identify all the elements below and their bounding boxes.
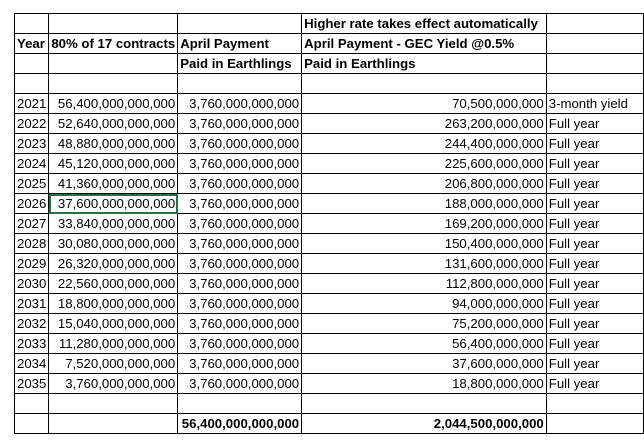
- year-cell[interactable]: 2026: [15, 194, 49, 214]
- contracts-cell[interactable]: 41,360,000,000,000: [49, 174, 178, 194]
- yield-cell[interactable]: 37,600,000,000: [302, 354, 547, 374]
- year-header[interactable]: Year: [15, 34, 49, 54]
- contracts-cell[interactable]: 18,800,000,000,000: [49, 294, 178, 314]
- payment-unit-header[interactable]: Paid in Earthlings: [178, 54, 302, 74]
- year-cell[interactable]: 2030: [15, 274, 49, 294]
- note-cell[interactable]: Full year: [546, 254, 643, 274]
- payment-cell[interactable]: 3,760,000,000,000: [178, 334, 302, 354]
- yield-cell[interactable]: 169,200,000,000: [302, 214, 547, 234]
- yield-header[interactable]: April Payment - GEC Yield @0.5%: [302, 34, 547, 54]
- cell[interactable]: [49, 414, 178, 434]
- cell[interactable]: [546, 414, 643, 434]
- contracts-cell[interactable]: 33,840,000,000,000: [49, 214, 178, 234]
- contracts-cell[interactable]: 45,120,000,000,000: [49, 154, 178, 174]
- yield-cell[interactable]: 263,200,000,000: [302, 114, 547, 134]
- contracts-cell[interactable]: 48,880,000,000,000: [49, 134, 178, 154]
- yield-cell[interactable]: 225,600,000,000: [302, 154, 547, 174]
- table-row: [15, 174, 644, 194]
- note-cell[interactable]: Full year: [546, 374, 643, 394]
- note-cell[interactable]: Full year: [546, 314, 643, 334]
- note-cell[interactable]: Full year: [546, 214, 643, 234]
- yield-cell[interactable]: 131,600,000,000: [302, 254, 547, 274]
- yield-cell[interactable]: 188,000,000,000: [302, 194, 547, 214]
- year-cell[interactable]: 2032: [15, 314, 49, 334]
- blank-row: [15, 394, 644, 414]
- contracts-cell[interactable]: 26,320,000,000,000: [49, 254, 178, 274]
- note-cell[interactable]: Full year: [546, 194, 643, 214]
- cell[interactable]: [49, 394, 178, 414]
- yield-cell[interactable]: 206,800,000,000: [302, 174, 547, 194]
- cell[interactable]: [178, 74, 302, 94]
- totals-row: [15, 414, 644, 434]
- note-cell[interactable]: Full year: [546, 334, 643, 354]
- table-row: [15, 214, 644, 234]
- total-yield[interactable]: 2,044,500,000,000: [302, 414, 547, 434]
- payment-cell[interactable]: 3,760,000,000,000: [178, 134, 302, 154]
- payment-cell[interactable]: 3,760,000,000,000: [178, 314, 302, 334]
- cell[interactable]: [546, 74, 643, 94]
- contracts-cell[interactable]: 7,520,000,000,000: [49, 354, 178, 374]
- cell[interactable]: [15, 54, 49, 74]
- payment-cell[interactable]: 3,760,000,000,000: [178, 294, 302, 314]
- total-payment[interactable]: 56,400,000,000,000: [178, 414, 302, 434]
- cell[interactable]: [546, 14, 643, 34]
- payment-cell[interactable]: 3,760,000,000,000: [178, 214, 302, 234]
- yield-cell[interactable]: 75,200,000,000: [302, 314, 547, 334]
- payment-cell[interactable]: 3,760,000,000,000: [178, 254, 302, 274]
- contracts-cell[interactable]: 30,080,000,000,000: [49, 234, 178, 254]
- yield-cell[interactable]: 18,800,000,000: [302, 374, 547, 394]
- header-row-1: [15, 14, 644, 34]
- note-cell[interactable]: Full year: [546, 114, 643, 134]
- table-row: [15, 134, 644, 154]
- payment-cell[interactable]: 3,760,000,000,000: [178, 94, 302, 114]
- year-cell[interactable]: 2025: [15, 174, 49, 194]
- yield-cell[interactable]: 244,400,000,000: [302, 134, 547, 154]
- table-row: [15, 354, 644, 374]
- payment-cell[interactable]: 3,760,000,000,000: [178, 154, 302, 174]
- table-row: [15, 114, 644, 134]
- table-row: [15, 314, 644, 334]
- contracts-cell[interactable]: 22,560,000,000,000: [49, 274, 178, 294]
- table-row: [15, 294, 644, 314]
- note-cell[interactable]: 3-month yield: [546, 94, 643, 114]
- payment-cell[interactable]: 3,760,000,000,000: [178, 374, 302, 394]
- year-cell[interactable]: 2033: [15, 334, 49, 354]
- table-row: [15, 374, 644, 394]
- cell[interactable]: [15, 394, 49, 414]
- year-cell[interactable]: 2023: [15, 134, 49, 154]
- table-row: [15, 334, 644, 354]
- contracts-cell[interactable]: 52,640,000,000,000: [49, 114, 178, 134]
- header-row-3: [15, 54, 644, 74]
- year-cell[interactable]: 2028: [15, 234, 49, 254]
- contracts-cell[interactable]: 3,760,000,000,000: [49, 374, 178, 394]
- year-cell[interactable]: 2031: [15, 294, 49, 314]
- note-cell[interactable]: Full year: [546, 154, 643, 174]
- year-cell[interactable]: 2021: [15, 94, 49, 114]
- note-cell[interactable]: Full year: [546, 234, 643, 254]
- cell[interactable]: [49, 14, 178, 34]
- year-cell[interactable]: 2022: [15, 114, 49, 134]
- cell[interactable]: [178, 394, 302, 414]
- yield-note-header[interactable]: Higher rate takes effect automatically: [302, 14, 547, 34]
- payment-header[interactable]: April Payment: [178, 34, 302, 54]
- contracts-cell[interactable]: 37,600,000,000,000: [49, 194, 178, 214]
- year-cell[interactable]: 2034: [15, 354, 49, 374]
- table-row: [15, 274, 644, 294]
- cell[interactable]: [49, 54, 178, 74]
- contracts-cell[interactable]: 56,400,000,000,000: [49, 94, 178, 114]
- payment-cell[interactable]: 3,760,000,000,000: [178, 234, 302, 254]
- cell[interactable]: [15, 414, 49, 434]
- payment-cell[interactable]: 3,760,000,000,000: [178, 354, 302, 374]
- note-cell[interactable]: Full year: [546, 174, 643, 194]
- yield-unit-header[interactable]: Paid in Earthlings: [302, 54, 547, 74]
- year-cell[interactable]: 2024: [15, 154, 49, 174]
- cell[interactable]: [546, 54, 643, 74]
- cell[interactable]: [302, 394, 547, 414]
- cell[interactable]: [302, 74, 547, 94]
- payment-cell[interactable]: 3,760,000,000,000: [178, 274, 302, 294]
- table-row: [15, 94, 644, 114]
- payment-cell[interactable]: 3,760,000,000,000: [178, 174, 302, 194]
- cell[interactable]: [546, 394, 643, 414]
- header-row-2: [15, 34, 644, 54]
- table-row: [15, 234, 644, 254]
- cell[interactable]: [15, 74, 49, 94]
- table-row: [15, 254, 644, 274]
- contracts-cell[interactable]: 11,280,000,000,000: [49, 334, 178, 354]
- year-cell[interactable]: 2035: [15, 374, 49, 394]
- cell[interactable]: [546, 34, 643, 54]
- yield-cell[interactable]: 70,500,000,000: [302, 94, 547, 114]
- payment-cell[interactable]: 3,760,000,000,000: [178, 194, 302, 214]
- year-cell[interactable]: 2027: [15, 214, 49, 234]
- cell[interactable]: [178, 14, 302, 34]
- table-row: [15, 154, 644, 174]
- payment-cell[interactable]: 3,760,000,000,000: [178, 114, 302, 134]
- blank-row: [15, 74, 644, 94]
- contracts-cell[interactable]: 15,040,000,000,000: [49, 314, 178, 334]
- yield-cell[interactable]: 56,400,000,000: [302, 334, 547, 354]
- yield-cell[interactable]: 112,800,000,000: [302, 274, 547, 294]
- note-cell[interactable]: Full year: [546, 294, 643, 314]
- cell[interactable]: [15, 14, 49, 34]
- note-cell[interactable]: Full year: [546, 354, 643, 374]
- table-row: [15, 194, 644, 214]
- note-cell[interactable]: Full year: [546, 274, 643, 294]
- yield-cell[interactable]: 150,400,000,000: [302, 234, 547, 254]
- cell[interactable]: [49, 74, 178, 94]
- spreadsheet-table: [14, 13, 644, 434]
- note-cell[interactable]: Full year: [546, 134, 643, 154]
- year-cell[interactable]: 2029: [15, 254, 49, 274]
- yield-cell[interactable]: 94,000,000,000: [302, 294, 547, 314]
- contracts-header[interactable]: 80% of 17 contracts: [49, 34, 178, 54]
